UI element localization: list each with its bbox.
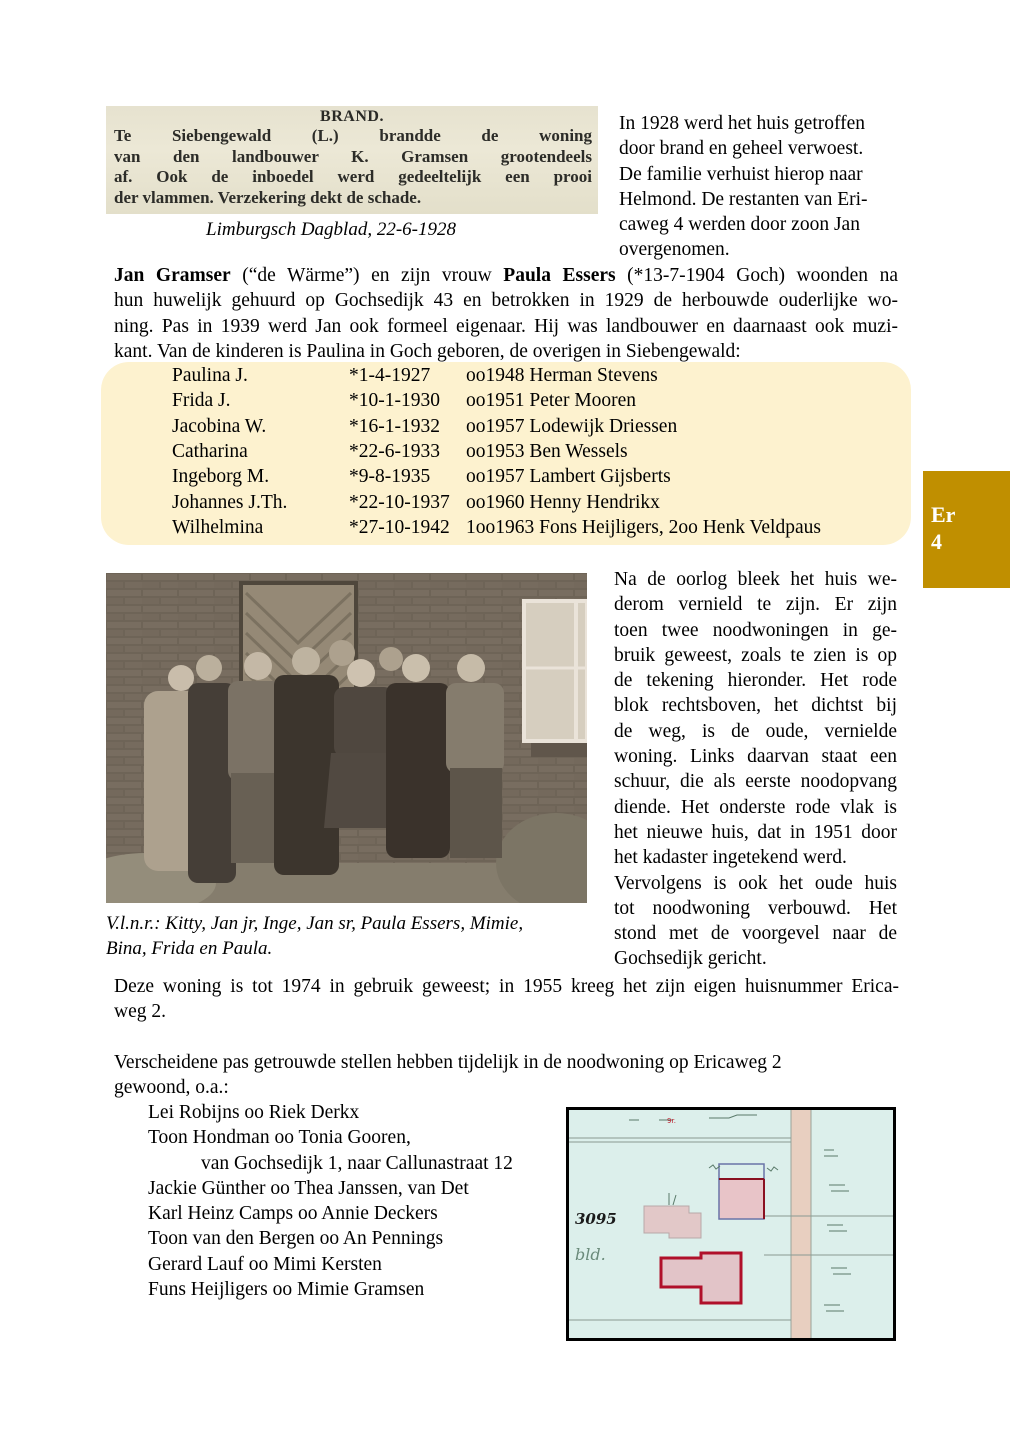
text-line: derom vernield te zijn. Er zijn [614, 594, 897, 616]
list-item: Toon van den Bergen oo An Pennings [148, 1228, 444, 1250]
family-group-photo [106, 573, 587, 903]
text-line: blok rechtsboven, het dichtst bij [614, 695, 897, 717]
list-item: Toon Hondman oo Tonia Gooren, [148, 1127, 411, 1149]
text-line: In 1928 werd het huis getroffen [619, 113, 866, 134]
cadastral-map [566, 1107, 896, 1341]
child-birth: *22-10-1937 [349, 491, 450, 513]
child-birth: *16-1-1932 [349, 415, 440, 437]
clipping-line: van den landbouwer K. Gramsen grootendeels [114, 146, 592, 166]
list-item: van Gochsedijk 1, naar Callunastraat 12 [201, 1152, 513, 1174]
text-line: De familie verhuist hierop naar [619, 163, 863, 185]
text-line: stond met de voorgevel naar de [614, 923, 897, 945]
text-line: caweg 4 werden door zoon Jan [619, 214, 860, 236]
person-name: Jan Gramser [114, 265, 231, 286]
child-birth: *10-1-1930 [349, 390, 440, 412]
intro-paragraph [619, 111, 889, 263]
bld-label: bld. [575, 1245, 606, 1264]
child-marriage: oo1957 Lambert Gijsberts [466, 466, 671, 488]
chapter-badge [923, 471, 1010, 588]
text-line: bruik geweest, zoals te zien is op [614, 644, 897, 666]
child-name: Johannes J.Th. [172, 491, 288, 513]
text-fragment: (“de Wärme”) en zijn vrouw [230, 265, 504, 286]
text-line: Gochsedijk gericht. [614, 948, 767, 970]
child-name: Paulina J. [172, 365, 248, 386]
child-marriage: oo1951 Peter Mooren [466, 390, 637, 412]
text-line: overgenomen. [619, 239, 730, 261]
usage-paragraph [114, 974, 899, 1025]
child-marriage: oo1948 Herman Stevens [466, 365, 658, 386]
text-line: schuur, die als eerste noodopvang [614, 771, 897, 793]
parcel-number: 3095 [575, 1210, 617, 1228]
badge-line-1: Er [931, 502, 956, 527]
text-fragment: (*13-7-1904 Goch) woonden na [615, 265, 899, 286]
text-line: hun huwelijk gehuurd op Gochsedijk 43 en betrokken in 1929 de herbouwde ouderlijke wo- [114, 290, 898, 312]
text-line: kant. Van de kinderen is Paulina in Goch geboren, de overigen in Siebengewald: [114, 340, 741, 362]
child-name: Jacobina W. [172, 415, 267, 437]
text-line: Helmond. De restanten van Eri- [619, 188, 868, 210]
list-item: Lei Robijns oo Riek Derkx [148, 1102, 360, 1123]
text-line: diende. Het onderste rode vlak is [614, 796, 897, 818]
children-table [101, 362, 911, 545]
text-line: ning. Pas in 1939 werd Jan ook formeel eigenaar. Hij was landbouwer en daarnaast ook muzi- [114, 315, 898, 337]
text-line: de weg, is de oude, vernielde [614, 720, 897, 742]
clipping-line: Te Siebengewald (L.) brandde de woning [114, 126, 592, 145]
child-birth: *27-10-1942 [349, 516, 450, 538]
child-name: Frida J. [172, 390, 231, 412]
child-name: Wilhelmina [172, 516, 264, 538]
clipping-caption: Limburgsch Dagblad, 22-6-1928 [206, 219, 456, 240]
photo-illustration [106, 573, 587, 903]
child-name: Catharina [172, 440, 248, 462]
child-name: Ingeborg M. [172, 466, 270, 488]
list-item: Funs Heijligers oo Mimie Gramsen [148, 1279, 425, 1301]
child-birth: *1-4-1927 [349, 365, 431, 386]
child-marriage: 1oo1963 Fons Heijligers, 2oo Henk Veldpaus [466, 516, 821, 538]
text-line: het nieuwe huis, dat in 1951 door [614, 821, 897, 843]
couples-list [148, 1100, 558, 1302]
text-line: woning. Links daarvan staat een [614, 746, 897, 768]
text-line: toen twee noodwoningen in ge- [614, 619, 897, 641]
child-birth: *22-6-1933 [349, 440, 440, 462]
list-item: Jackie Günther oo Thea Janssen, van Det [148, 1177, 469, 1199]
badge-line-2: 4 [931, 529, 942, 554]
text-line: Vervolgens is ook het oude huis [614, 872, 897, 894]
map-drawing [569, 1110, 893, 1338]
list-item: Karl Heinz Camps oo Annie Deckers [148, 1203, 438, 1225]
text-line: Na de oorlog bleek het huis we- [614, 569, 897, 590]
caption-line: Bina, Frida en Paula. [106, 938, 273, 959]
text-line [114, 263, 898, 288]
postwar-paragraph [614, 567, 897, 972]
text-line: weg 2. [114, 1001, 166, 1023]
photo-caption [106, 911, 596, 961]
text-line: door brand en geheel verwoest. [619, 138, 864, 160]
clipping-headline: BRAND. [320, 108, 384, 125]
text-line: het kadaster ingetekend werd. [614, 847, 847, 869]
child-marriage: oo1957 Lodewijk Driessen [466, 415, 678, 437]
caption-line: V.l.n.r.: Kitty, Jan jr, Inge, Jan sr, Paula Essers, Mimie, [106, 913, 524, 934]
text-line: gewoond, o.a.: [114, 1077, 229, 1099]
clipping-body [106, 126, 598, 208]
child-marriage: oo1960 Henny Hendrikx [466, 491, 660, 513]
person-name: Paula Essers [503, 265, 616, 286]
text-line: Deze woning is tot 1974 in gebruik geweest; in 1955 kreeg het zijn eigen huisnummer Erica- [114, 976, 899, 997]
couples-intro [114, 1050, 854, 1101]
text-line: Verscheidene pas getrouwde stellen hebben tijdelijk in de noodwoning op Ericaweg 2 [114, 1052, 782, 1073]
clipping-line: der vlammen. Verzekering dekt de schade. [114, 187, 422, 207]
child-birth: *9-8-1935 [349, 466, 431, 488]
list-item: Gerard Lauf oo Mimi Kersten [148, 1253, 382, 1275]
text-line: de tekening hieronder. Het rode [614, 670, 897, 692]
newspaper-clipping [106, 106, 598, 214]
clipping-line: af. Ook de inboedel werd gedeeltelijk een prooi [114, 167, 592, 186]
family-paragraph [114, 263, 898, 364]
text-line: tot noodwoning verbouwd. Het [614, 897, 897, 919]
map-red-annotation: 9r. [667, 1117, 676, 1125]
child-marriage: oo1953 Ben Wessels [466, 440, 628, 462]
